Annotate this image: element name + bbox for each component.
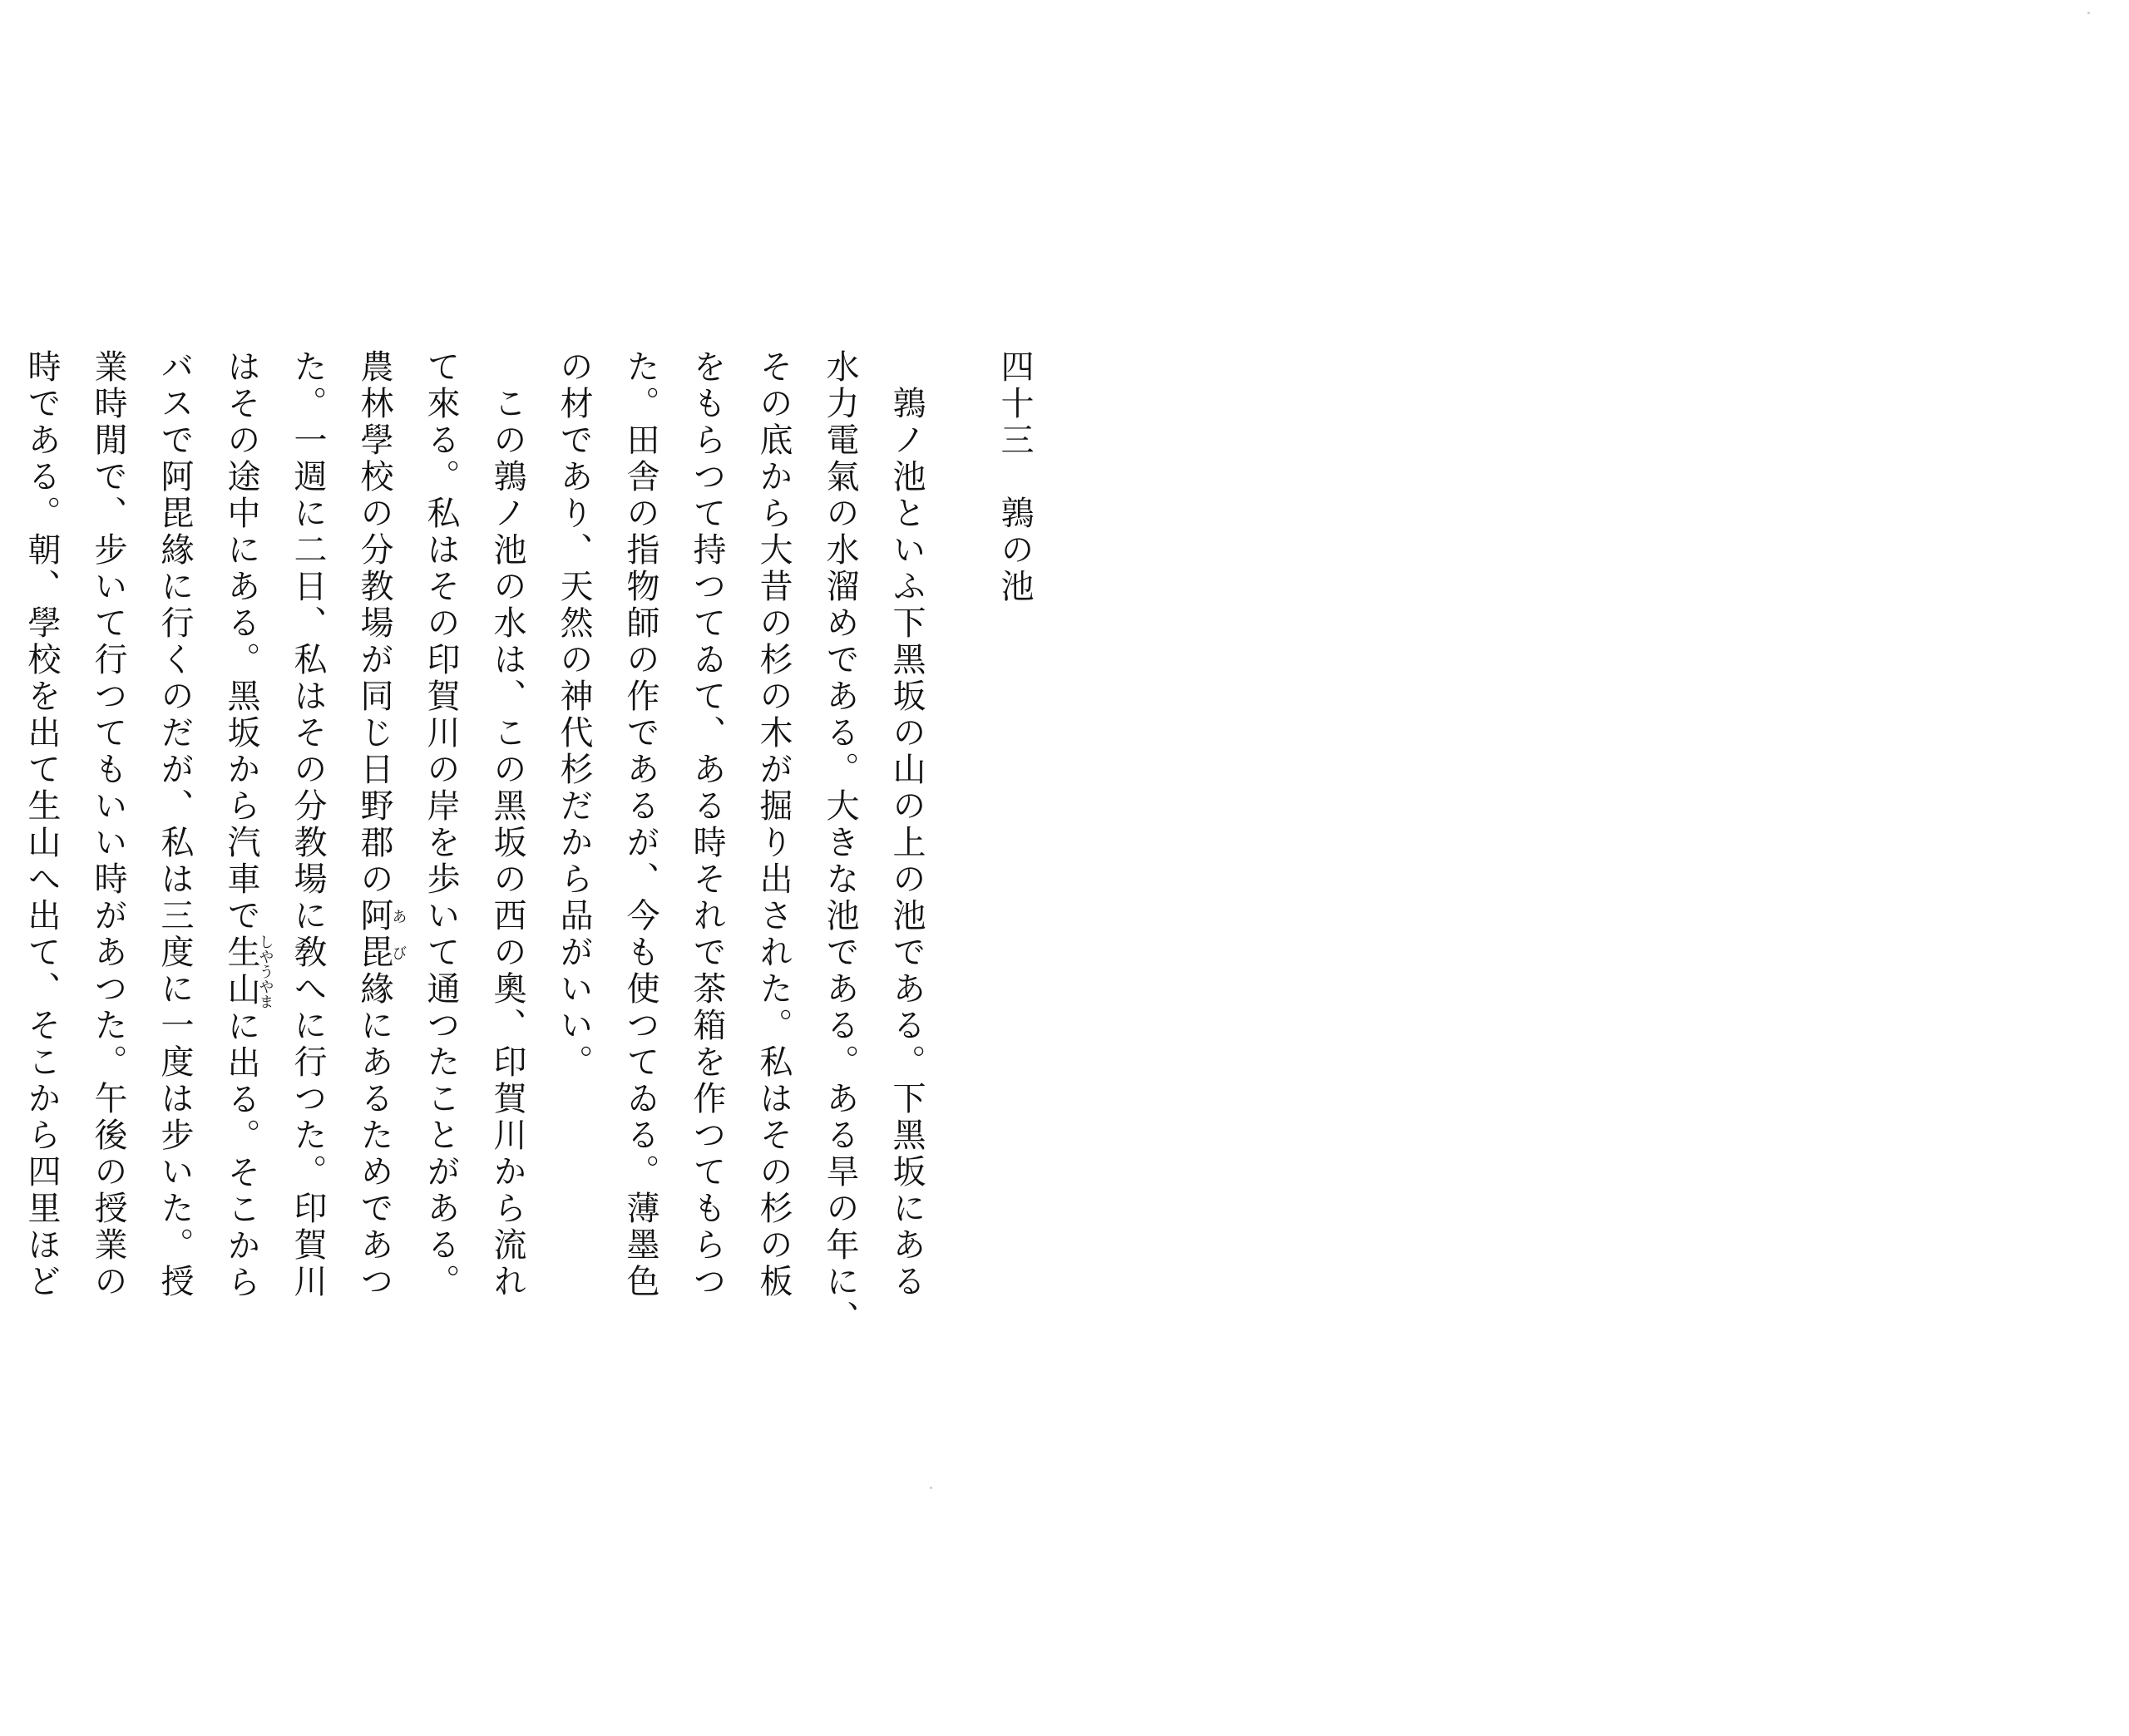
text-line-13: 業時閒で、步いて行つてもいい時があつた。午後の授業の [89,349,127,1300]
text-line-15 [0,349,8,1447]
line11-pre: はその途中にある。黑坂から汽車で [222,349,260,935]
scan-speck [930,1487,932,1489]
line9-post: にあるためであつ [355,1008,393,1300]
text-line-9 [341,349,408,1447]
text-line-14: 時である。朝、學校を出て生山へ出て、そこから四里ほど [22,349,61,1300]
text-line-10: た。一週に二日、私はその分教場に敎へに行つた。印賀川 [289,349,327,1300]
ruby-abi [355,898,408,971]
ruby-shouyama [222,934,274,1009]
text-line-4: をもらつて持つてゐて、ある時それで茶箱を作つてもらつ [688,349,726,1300]
ruby-shouyama-base: 生山 [222,934,260,1009]
text-line-5: た。田舎の指物師の作であるが、今も使つてゐる。薄墨色 [621,349,659,1300]
line9-base-tail: 緣 [355,971,393,1008]
ruby-abi-reading: あび [389,898,408,971]
text-line-8: て來る。私はその印賀川の岸を歩いて通つたことがある。 [422,349,460,1300]
chapter-title: 四十三 鶉の池 [995,349,1034,605]
text-line-1: 鶉ノ池といふ下黑坂の山の上の池である。下黑坂にある [887,349,926,1300]
text-line-12: バスで阿毘緣に行くのだが、私は三度に一度は步いた。授 [156,349,194,1300]
text-line-7: この鶉ノ池の水は、この黑坂の西の奧、印賀川から流れ [488,349,526,1300]
ruby-shouyama-reading: しやうやま [256,934,274,1009]
vertical-text-block [22,349,1048,1447]
line9-pre: 農林學校の分教場が同じ日野郡の [355,349,393,898]
text-line-3: その底から大昔の杉の木が掘り出された。私はその杉の板 [754,349,793,1300]
line11-post: に出る。そこから [222,1009,260,1301]
text-line-11 [208,349,274,1447]
ruby-abi-base: 阿毘 [355,898,393,971]
text-line-6: の材であり、天然の神代杉だから品がいい。 [555,349,593,1081]
scan-speck [2087,12,2090,14]
text-line-2: 水力電氣の水溜めである。大きな池である。ある旱の年に、 [821,349,859,1337]
